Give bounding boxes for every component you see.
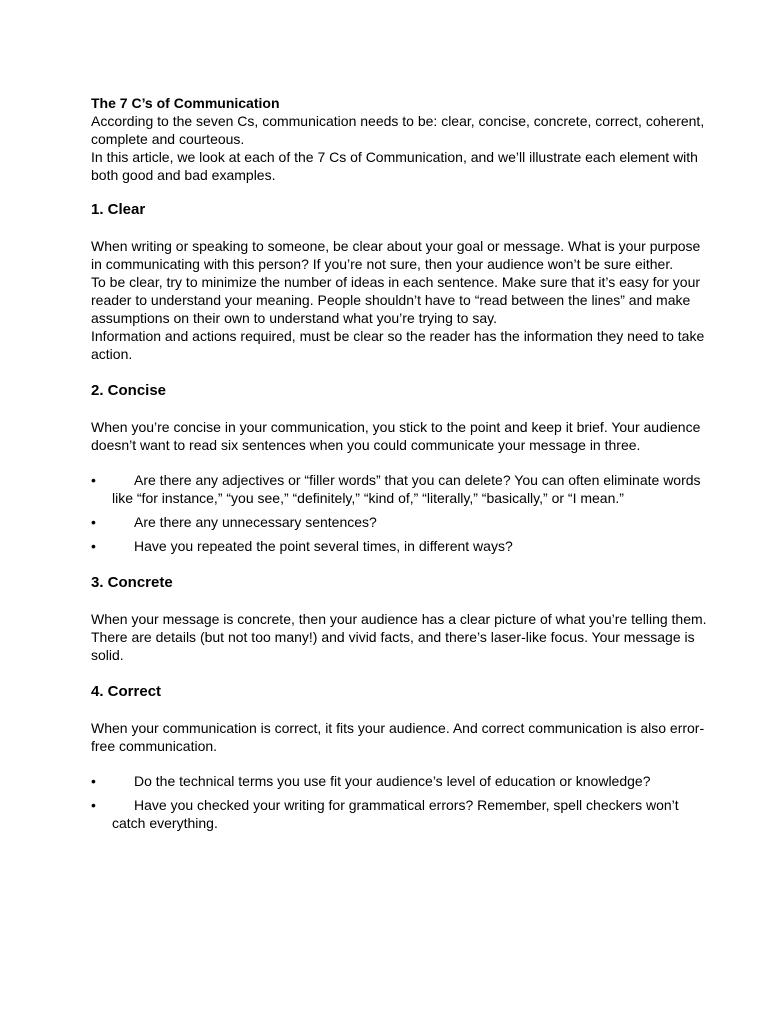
list-item [91, 537, 708, 555]
bullet-list [91, 471, 708, 555]
bullet-list [91, 772, 708, 832]
list-item [91, 513, 708, 531]
list-item-text: Have you checked your writing for grammatical errors? Remember, spell checkers won’t catch everything. [112, 797, 679, 831]
section-heading-concise: 2. Concise [91, 382, 167, 399]
section-paragraph: Information and actions required, must be clear so the reader has the information they need to take action. [91, 328, 705, 362]
section-paragraph: To be clear, try to minimize the number of ideas in each sentence. Make sure that it’s easy for your reader to understand your meaning. People shouldn’t have to “read between the lines” and make assumptions on their own to understand what you’re trying to say. [91, 274, 701, 326]
section-heading-concrete: 3. Concrete [91, 574, 173, 591]
list-item-text: Are there any unnecessary sentences? [134, 514, 377, 530]
bullet-glyph: • [91, 538, 96, 554]
bullet-glyph: • [91, 472, 96, 488]
list-item [91, 772, 708, 790]
section-paragraph: When you’re concise in your communication, you stick to the point and keep it brief. Your audience doesn’t want to read six sentences when you could communicate your message in three. [91, 419, 701, 453]
bullet-glyph: • [91, 514, 96, 530]
list-item [91, 471, 708, 507]
section-paragraph: When your communication is correct, it fits your audience. And correct communication is also error-free communication. [91, 720, 705, 754]
section-paragraph: When writing or speaking to someone, be clear about your goal or message. What is your purpose in communicating with this person? If you’re not sure, then your audience won’t be sure either. [91, 238, 701, 272]
intro-paragraph: According to the seven Cs, communication needs to be: clear, concise, concrete, correct, coherent, complete and courteous. [91, 113, 705, 147]
intro-paragraph: In this article, we look at each of the 7 Cs of Communication, and we’ll illustrate each element with both good and bad examples. [91, 149, 698, 183]
list-item-text: Do the technical terms you use fit your audience’s level of education or knowledge? [134, 773, 651, 789]
list-item-text: Are there any adjectives or “filler words” that you can delete? You can often eliminate words like “for instance,” “you see,” “definitely,” “kind of,” “literally,” “basically,” or “I mean.” [112, 472, 701, 506]
document-title: The 7 C’s of Communication [91, 95, 280, 111]
list-item-text: Have you repeated the point several times, in different ways? [134, 538, 513, 554]
section-heading-correct: 4. Correct [91, 683, 162, 700]
section-heading-clear: 1. Clear [91, 201, 146, 218]
bullet-glyph: • [91, 773, 96, 789]
list-item [91, 796, 708, 832]
section-paragraph: When your message is concrete, then your audience has a clear picture of what you’re telling them. There are details (but not too many!) and vivid facts, and there’s laser-like focus. Your message is solid. [91, 611, 707, 663]
bullet-glyph: • [91, 797, 96, 813]
